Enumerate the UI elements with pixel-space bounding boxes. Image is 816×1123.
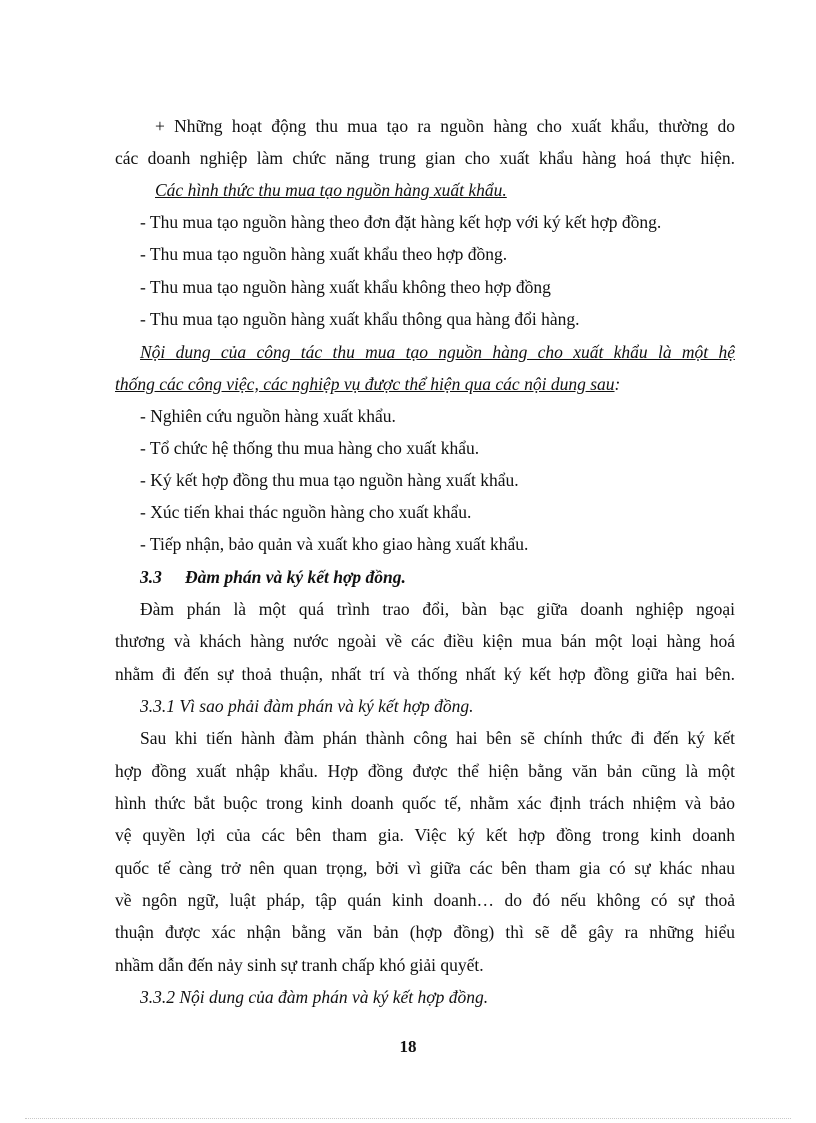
list-item: - Thu mua tạo nguồn hàng xuất khẩu theo hợp đồng. [140, 244, 508, 264]
section-subheading: Các hình thức thu mua tạo nguồn hàng xuất khẩu. [155, 180, 507, 200]
section-heading [140, 566, 735, 588]
footer-divider [25, 1118, 791, 1119]
paragraph-line: các doanh nghiệp làm chức năng trung gian cho xuất khẩu hàng hoá thực hiện. [115, 148, 735, 168]
list-item: - Nghiên cứu nguồn hàng xuất khẩu. [140, 406, 396, 426]
paragraph-line: Sau khi tiến hành đàm phán thành công hai bên sẽ chính thức đi đến ký kết [140, 728, 735, 748]
paragraph-line: vệ quyền lợi của các bên tham gia. Việc ký kết hợp đồng trong kinh doanh [115, 825, 735, 845]
list-item: - Thu mua tạo nguồn hàng theo đơn đặt hàng kết hợp với ký kết hợp đồng. [140, 212, 662, 232]
page-number: 18 [399, 1037, 417, 1056]
paragraph-line: về ngôn ngữ, luật pháp, tập quán kinh doanh… do đó nếu không có sự thoả [115, 890, 735, 910]
list-item: - Xúc tiến khai thác nguồn hàng cho xuất khẩu. [140, 502, 472, 522]
paragraph-line: thương và khách hàng nước ngoài về các điều kiện mua bán một loại hàng hoá [115, 631, 735, 651]
underlined-text: thống các công việc, các nghiệp vụ được thể hiện qua các nội dung sau [115, 374, 615, 394]
paragraph-line: hình thức bắt buộc trong kinh doanh quốc tế, nhằm xác định trách nhiệm và bảo [115, 793, 735, 813]
list-item: - Thu mua tạo nguồn hàng xuất khẩu không theo hợp đồng [140, 277, 551, 297]
subsection-heading: 3.3.2 Nội dung của đàm phán và ký kết hợp đồng. [140, 987, 489, 1007]
subsection-heading: 3.3.1 Vì sao phải đàm phán và ký kết hợp đồng. [140, 696, 474, 716]
paragraph-line: thuận được xác nhận bằng văn bản (hợp đồng) thì sẽ dễ gây ra những hiểu [115, 922, 735, 942]
colon: : [614, 374, 621, 394]
paragraph-line: Nội dung của công tác thu mua tạo nguồn hàng cho xuất khẩu là một hệ [140, 342, 735, 362]
paragraph-line: nhằm đi đến sự thoả thuận, nhất trí và thống nhất ký kết hợp đồng giữa hai bên. [115, 664, 735, 684]
list-item: - Thu mua tạo nguồn hàng xuất khẩu thông qua hàng đổi hàng. [140, 309, 580, 329]
paragraph-line: Đàm phán là một quá trình trao đổi, bàn bạc giữa doanh nghiệp ngoại [140, 599, 735, 619]
list-item: - Tổ chức hệ thống thu mua hàng cho xuất khẩu. [140, 438, 480, 458]
paragraph-line: nhầm dẫn đến nảy sinh sự tranh chấp khó giải quyết. [115, 955, 484, 975]
list-item: - Ký kết hợp đồng thu mua tạo nguồn hàng xuất khẩu. [140, 470, 519, 490]
section-title: Đàm phán và ký kết hợp đồng. [185, 567, 406, 587]
paragraph-line: + Những hoạt động thu mua tạo ra nguồn hàng cho xuất khẩu, thường do [155, 116, 735, 136]
paragraph-line: quốc tế càng trở nên quan trọng, bởi vì giữa các bên tham gia có sự khác nhau [115, 858, 735, 878]
section-number: 3.3 [140, 567, 162, 587]
paragraph-line [115, 373, 735, 395]
paragraph-line: hợp đồng xuất nhập khẩu. Hợp đồng được thể hiện bằng văn bản cũng là một [115, 761, 735, 781]
list-item: - Tiếp nhận, bảo quản và xuất kho giao hàng xuất khẩu. [140, 534, 529, 554]
